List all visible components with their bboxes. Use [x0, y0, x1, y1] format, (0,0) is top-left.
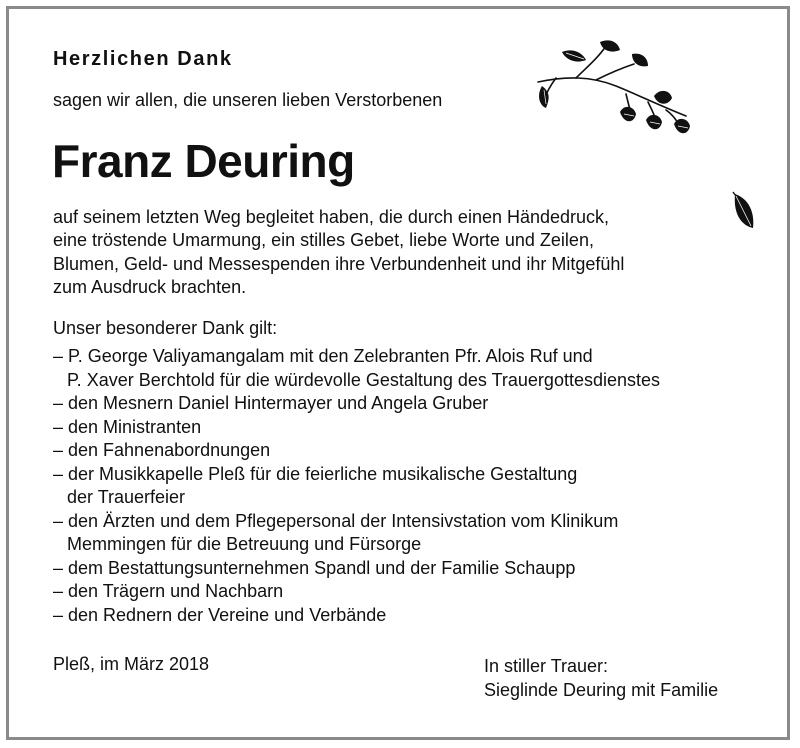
list-item-line: – den Ministranten — [53, 416, 202, 437]
list-item — [53, 557, 660, 581]
list-item — [53, 392, 660, 416]
thanks-list — [53, 345, 660, 627]
falling-leaf-icon — [729, 190, 759, 234]
paragraph-line: zum Ausdruck brachten. — [53, 277, 247, 298]
thanks-intro: Unser besonderer Dank gilt: — [53, 318, 278, 338]
list-item-line: – dem Bestattungsunternehmen Spandl und der Familie Schaupp — [53, 557, 576, 578]
signoff — [484, 654, 718, 702]
list-item — [53, 580, 660, 604]
list-item-line: – den Fahnenabordnungen — [53, 440, 271, 460]
paragraph-line: auf seinem letzten Weg begleitet haben, die durch einen Händedruck, — [53, 207, 610, 227]
place-date: Pleß, im März 2018 — [53, 654, 210, 674]
paragraph-line: eine tröstende Umarmung, ein stilles Gebet, liebe Worte und Zeilen, — [53, 230, 594, 251]
list-item-line: – den Trägern und Nachbarn — [53, 581, 284, 601]
list-item-continuation: P. Xaver Berchtold für die würdevolle Gestaltung des Trauergottesdienstes — [67, 369, 661, 390]
list-item-line: – den Rednern der Vereine und Verbände — [53, 604, 387, 625]
deceased-name: Franz Deuring — [52, 135, 355, 187]
list-item — [53, 510, 660, 557]
leafy-branch-icon — [536, 38, 696, 138]
signoff-line: Sieglinde Deuring mit Familie — [484, 680, 719, 700]
list-item-line: – der Musikkapelle Pleß für die feierliche musikalische Gestaltung — [53, 463, 578, 484]
list-item — [53, 604, 660, 628]
list-item-continuation: der Trauerfeier — [67, 487, 186, 507]
list-item-continuation: Memmingen für die Betreuung und Fürsorge — [67, 534, 422, 554]
signoff-line: In stiller Trauer: — [484, 656, 609, 676]
list-item — [53, 416, 660, 440]
list-item — [53, 439, 660, 463]
paragraph-line: Blumen, Geld- und Messespenden ihre Verbundenheit und ihr Mitgefühl — [53, 253, 625, 274]
list-item — [53, 345, 660, 392]
gratitude-paragraph — [53, 206, 624, 300]
list-item — [53, 463, 660, 510]
list-item-line: – P. George Valiyamangalam mit den Zelebranten Pfr. Alois Ruf und — [53, 346, 593, 366]
list-item-line: – den Mesnern Daniel Hintermayer und Angela Gruber — [53, 393, 489, 413]
notice-heading: Herzlichen Dank — [53, 48, 233, 70]
list-item-line: – den Ärzten und dem Pflegepersonal der Intensivstation vom Klinikum — [53, 510, 619, 531]
intro-text: sagen wir allen, die unseren lieben Verstorbenen — [53, 90, 443, 110]
